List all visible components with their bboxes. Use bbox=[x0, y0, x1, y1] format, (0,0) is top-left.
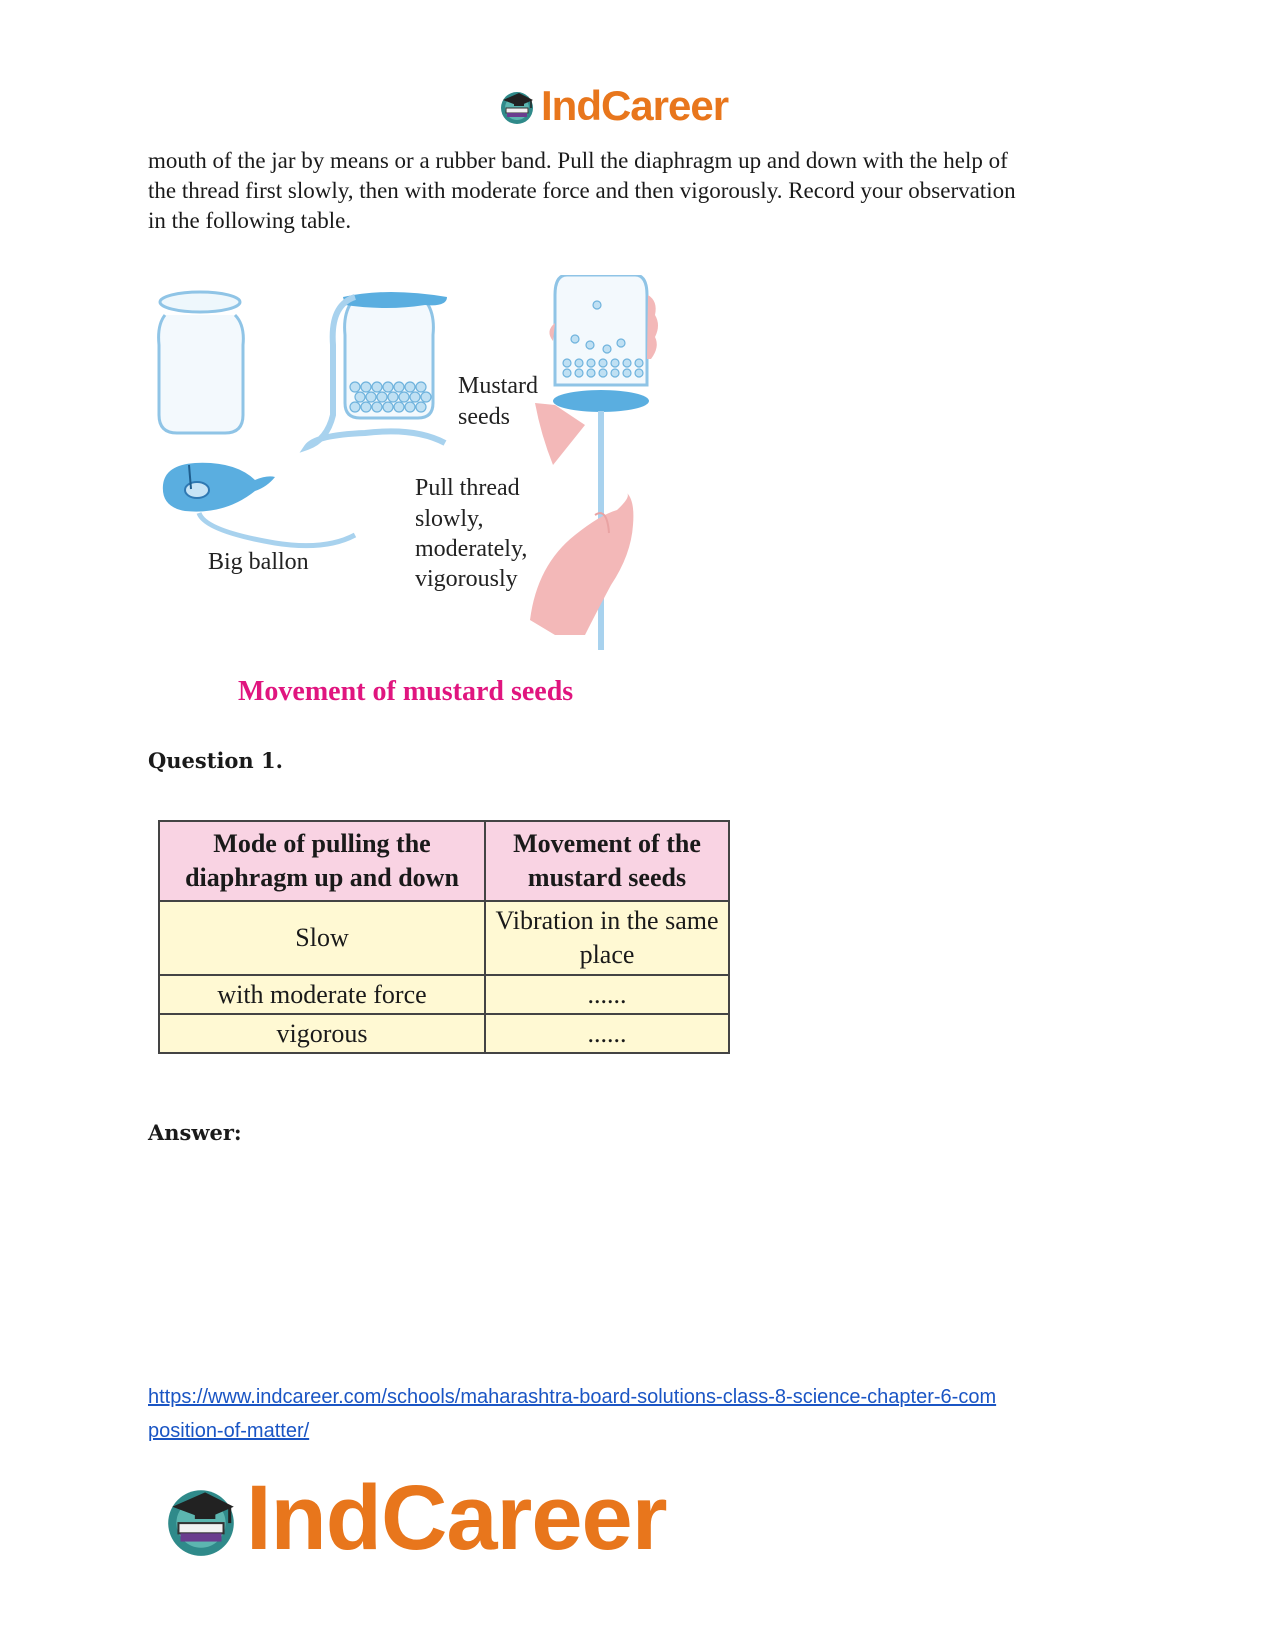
label-seeds: seeds bbox=[458, 404, 510, 430]
hand-icon bbox=[530, 493, 633, 635]
table-cell: ...... bbox=[485, 1014, 729, 1053]
table-row bbox=[159, 975, 729, 1014]
intro-line: in the following table. bbox=[148, 208, 352, 233]
table-cell: vigorous bbox=[159, 1014, 485, 1053]
footer-logo bbox=[160, 1466, 667, 1571]
source-link-line[interactable]: position-of-matter/ bbox=[148, 1420, 310, 1442]
seed-jar-icon bbox=[307, 292, 447, 447]
observation-table bbox=[158, 820, 730, 1054]
brand-name: IndCareer bbox=[541, 82, 729, 129]
figure-caption: Movement of mustard seeds bbox=[238, 676, 574, 707]
empty-jar-icon bbox=[159, 292, 244, 433]
header-logo bbox=[497, 82, 728, 130]
experiment-drawing bbox=[155, 275, 695, 655]
intro-line: mouth of the jar by means or a rubber band. Pull the diaphragm up and down with the help of bbox=[148, 148, 1008, 173]
label-big-balloon: Big ballon bbox=[208, 549, 309, 575]
label-slowly: slowly, bbox=[415, 506, 484, 532]
brand-name: IndCareer bbox=[246, 1467, 667, 1569]
intro-paragraph bbox=[148, 146, 1128, 236]
table-cell: ...... bbox=[485, 975, 729, 1014]
table-cell: Vibration in the same place bbox=[485, 901, 729, 975]
question-heading: Question 1. bbox=[148, 748, 283, 773]
intro-line: the thread first slowly, then with moderate force and then vigorously. Record your observation bbox=[148, 178, 1016, 203]
table-row bbox=[159, 1014, 729, 1053]
label-mustard: Mustard bbox=[458, 373, 538, 399]
graduation-cap-icon bbox=[160, 1478, 242, 1560]
table-row bbox=[159, 901, 729, 975]
label-vigorously: vigorously bbox=[415, 566, 518, 592]
balloon-icon bbox=[163, 463, 355, 546]
table-header-movement: Movement of the mustard seeds bbox=[485, 821, 729, 901]
table-header-mode: Mode of pulling the diaphragm up and down bbox=[159, 821, 485, 901]
table-cell: Slow bbox=[159, 901, 485, 975]
answer-heading: Answer: bbox=[148, 1120, 242, 1145]
source-link[interactable] bbox=[148, 1380, 1128, 1448]
source-link-line[interactable]: https://www.indcareer.com/schools/maharashtra-board-solutions-class-8-science-chapter-6-com bbox=[148, 1386, 997, 1408]
mustard-seed-illustration bbox=[155, 275, 695, 655]
table-cell: with moderate force bbox=[159, 975, 485, 1014]
label-pull-thread: Pull thread bbox=[415, 475, 520, 501]
graduation-cap-icon bbox=[497, 86, 537, 126]
label-moderately: moderately, bbox=[415, 536, 528, 562]
table-header-row bbox=[159, 821, 729, 901]
